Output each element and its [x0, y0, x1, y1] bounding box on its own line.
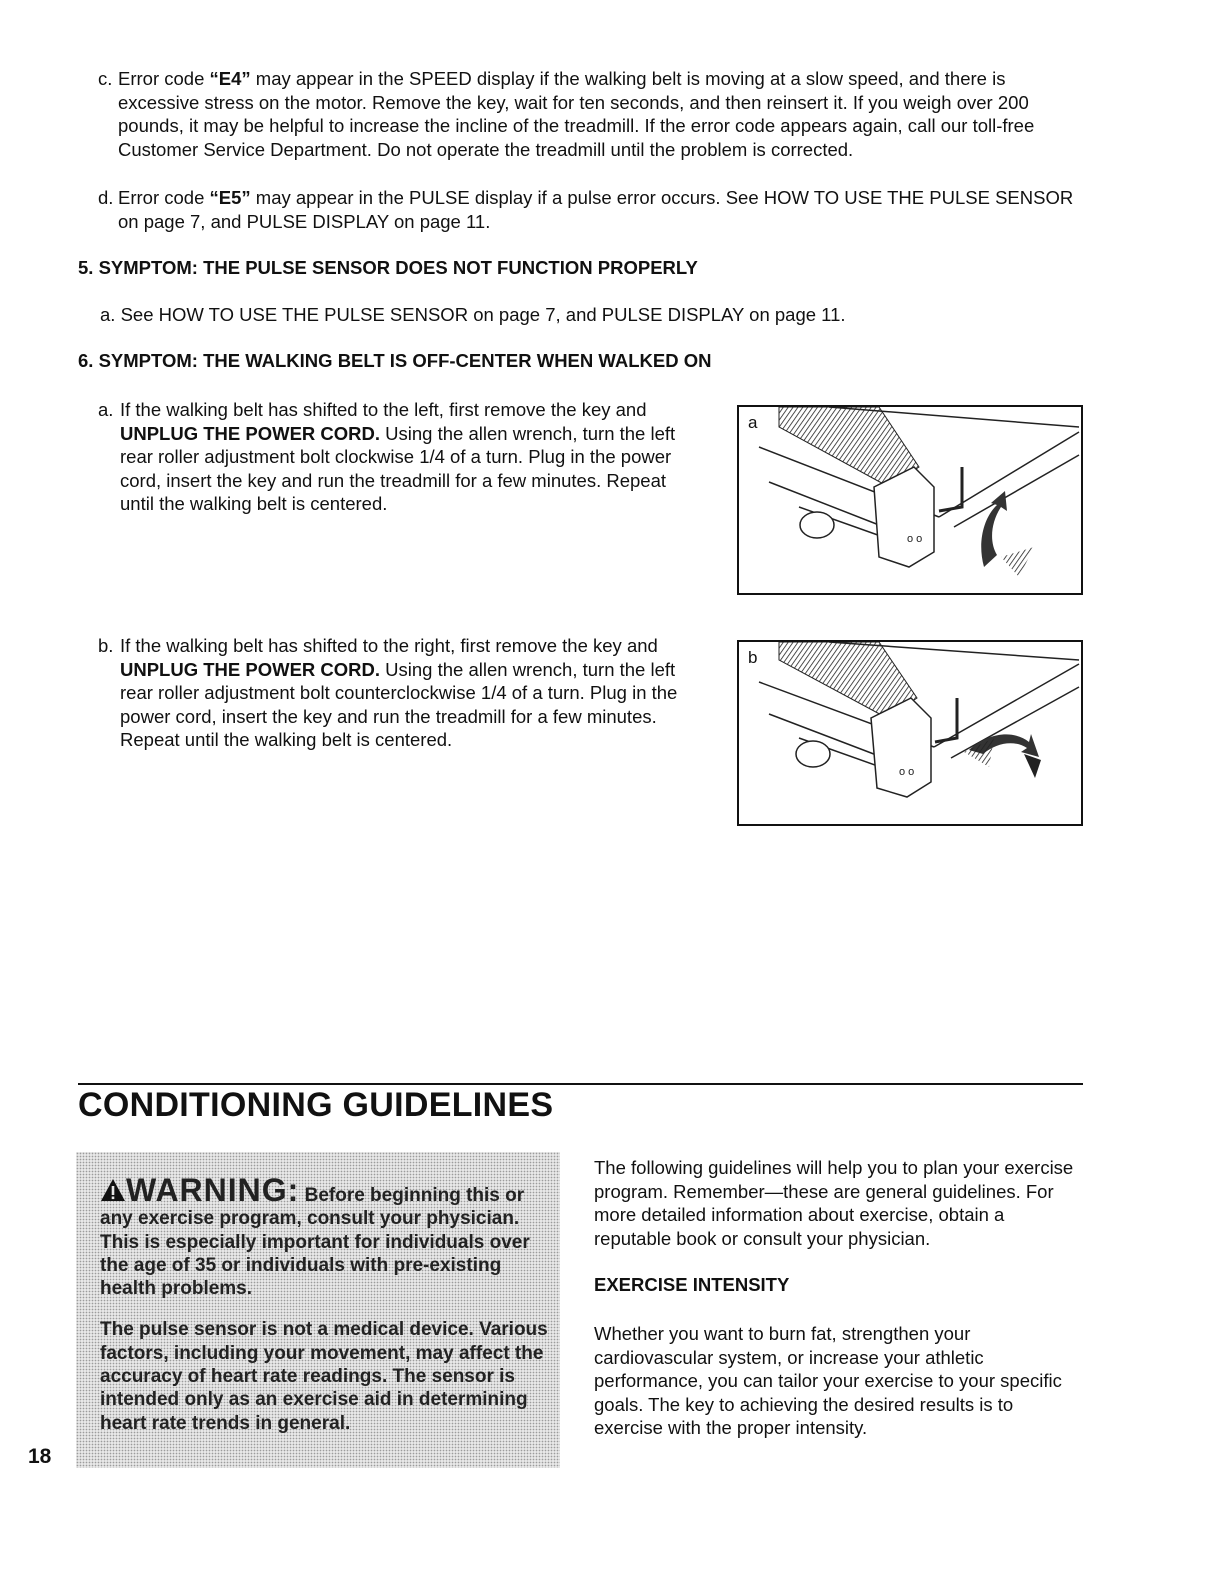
- item-marker: c.: [98, 68, 113, 89]
- unplug-warning: UNPLUG THE POWER CORD.: [120, 658, 381, 680]
- treadmill-rear-roller-illustration: [739, 407, 1081, 593]
- figure-a-label: a: [748, 413, 758, 432]
- error-code-e4-text: Error code “E4” may appear in the SPEED display if the walking belt is moving at a slow speed, and there is excessive stress on the motor. Remove the key, wait for ten seconds, and then reinsert it. If you weigh over 200 pounds, it may be helpful to increase the incline of the treadmill. If the error code appears again, call our toll-free Customer Service Department. Do not operate the treadmill until the problem is corrected.: [118, 68, 1035, 160]
- pulse-sensor-disclaimer: The pulse sensor is not a medical device. Various factors, including your movement, may affect the accuracy of heart rate readings. The sensor is intended only as an exercise aid in determining heart rate trends in general.: [100, 1319, 548, 1434]
- warning-statement: [100, 1172, 550, 1300]
- symptom-5-item-a: a. See HOW TO USE THE PULSE SENSOR on page 7, and PULSE DISPLAY on page 11.: [100, 304, 846, 325]
- warning-box: [76, 1152, 560, 1468]
- svg-text:o o: o o: [899, 766, 915, 778]
- section-divider: [78, 1083, 1083, 1085]
- symptom-6-item-b: [98, 634, 698, 752]
- figure-b-counterclockwise-adjustment: [737, 640, 1083, 826]
- error-code-e4-paragraph: [98, 67, 1088, 161]
- error-code-e5: “E5”: [209, 187, 251, 208]
- item-marker: a.: [98, 399, 114, 420]
- warning-triangle-icon: [100, 1178, 126, 1202]
- error-code-e5-text: Error code “E5” may appear in the PULSE display if a pulse error occurs. See HOW TO USE THE PULSE SENSOR on page 7, and PULSE DISPLAY on page 11.: [118, 187, 1074, 232]
- symptom-6-heading: 6. SYMPTOM: THE WALKING BELT IS OFF-CENTER WHEN WALKED ON: [78, 350, 712, 371]
- warning-body: Before beginning this or any exercise program, consult your physician. This is especially important for individuals over the age of 35 or individuals with pre-existing health problems.: [100, 1185, 530, 1300]
- treadmill-rear-roller-illustration: [739, 642, 1081, 824]
- warning-text-block: [100, 1172, 550, 1435]
- svg-text:o o: o o: [907, 533, 923, 545]
- warning-heading: WARNING:: [126, 1172, 300, 1208]
- section-title: CONDITIONING GUIDELINES: [78, 1086, 554, 1124]
- symptom-5-heading: 5. SYMPTOM: THE PULSE SENSOR DOES NOT FUNCTION PROPERLY: [78, 257, 698, 278]
- item-b-text: If the walking belt has shifted to the right, first remove the key and UNPLUG THE POWER CORD. Using the allen wrench, turn the left rear roller adjustment bolt counterclockwise 1/4 of a turn. Plug in the power cord, insert the key and run the treadmill for a few minutes. Repeat until the walking belt is centered.: [120, 635, 678, 750]
- unplug-warning: UNPLUG THE POWER CORD.: [120, 422, 381, 444]
- symptom-6-item-a: [98, 398, 698, 516]
- error-code-e4: “E4”: [209, 68, 251, 89]
- error-code-e5-paragraph: [98, 186, 1088, 233]
- item-marker: b.: [98, 635, 114, 656]
- exercise-intensity-heading: EXERCISE INTENSITY: [594, 1274, 790, 1295]
- page-number: 18: [28, 1445, 52, 1468]
- guidelines-intro: The following guidelines will help you to plan your exercise program. Remember—these are general guidelines. For more detailed information about exercise, obtain a reputable book or consult your physician.: [594, 1157, 1074, 1249]
- exercise-intensity-text: Whether you want to burn fat, strengthen your cardiovascular system, or increase your athletic performance, you can tailor your exercise to your specific goals. The key to achieving the desired results is to exercise with the proper intensity.: [594, 1323, 1062, 1438]
- figure-a-clockwise-adjustment: [737, 405, 1083, 595]
- figure-b-label: b: [748, 648, 758, 667]
- item-a-text: If the walking belt has shifted to the left, first remove the key and UNPLUG THE POWER CORD. Using the allen wrench, turn the left rear roller adjustment bolt clockwise 1/4 of a turn. Plug in the power cord, insert the key and run the treadmill for a few minutes. Repeat until the walking belt is centered.: [120, 399, 676, 514]
- item-marker: d.: [98, 187, 114, 208]
